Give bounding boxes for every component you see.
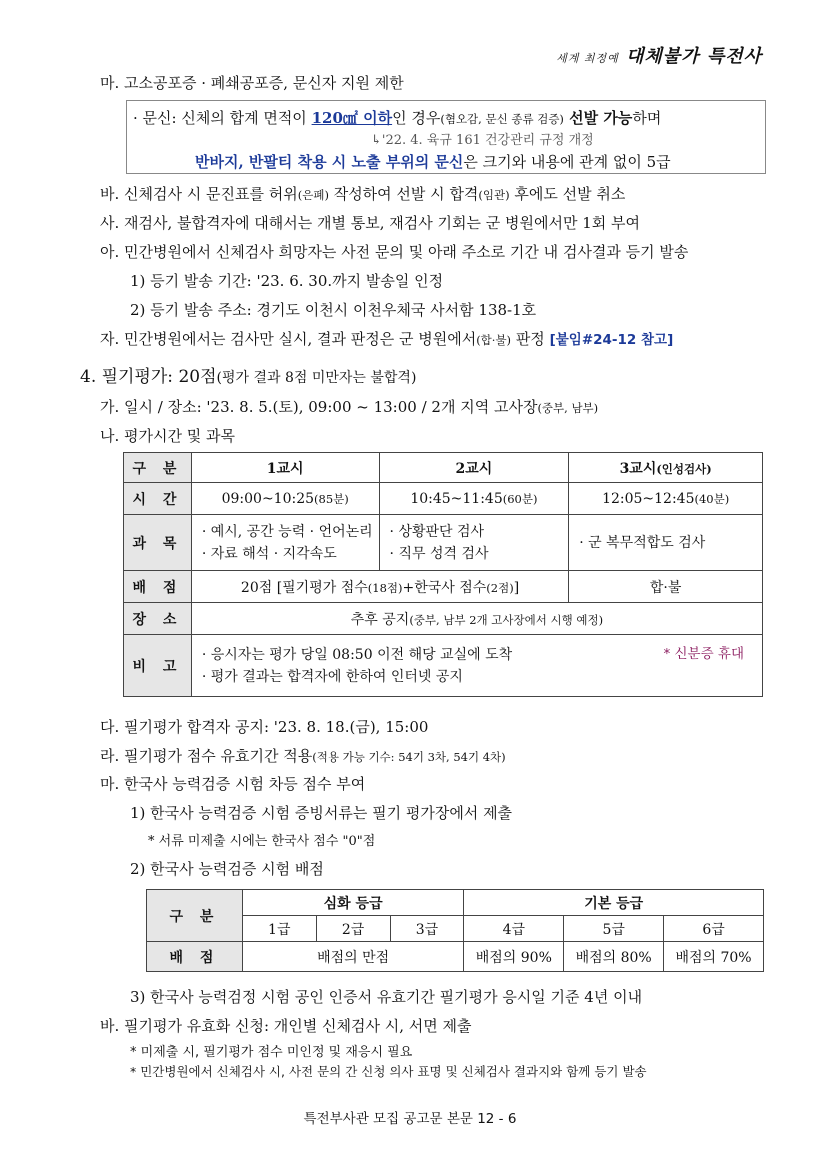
tattoo-note-box [126, 100, 766, 174]
t2-grade-3: 3급 [390, 916, 464, 942]
item-b2: * 민간병원에서 신체검사 시, 사전 문의 간 신청 의사 표명 및 신체검사 결과지와 함께 등기 발송 [130, 1064, 647, 1079]
item-na: 나. 평가시간 및 과목 [100, 427, 235, 445]
t2-grade-5: 5급 [564, 916, 664, 942]
t2-score-full: 배점의 만점 [242, 942, 464, 972]
t1-time-2: 10:45~11:45(60분) [379, 483, 569, 515]
item-ba: 바. 신체검사 시 문진표를 허위(은폐) 작성하여 선발 시 합격(임관) 후에도 선발 취소 [100, 185, 626, 203]
t2-header-advanced: 심화 등급 [242, 890, 464, 916]
t1-id-card-note: * 신분증 휴대 [663, 646, 744, 662]
t1-header-period3: 3교시(인성검사) [569, 453, 763, 483]
item-m1-note: * 서류 미제출 시에는 한국사 점수 "0"점 [148, 834, 376, 849]
item-m1: 1) 한국사 능력검증 시험 증빙서류는 필기 평가장에서 제출 [130, 804, 513, 822]
item-m2: 2) 한국사 능력검증 시험 배점 [130, 860, 324, 878]
t2-grade-6: 6급 [664, 916, 764, 942]
t1-remark: · 응시자는 평가 당일 08:50 이전 해당 교실에 도착 · 평가 결과는 합격자에 한하여 인터넷 공지 * 신분증 휴대 [191, 635, 762, 697]
page-footer: 특전부사관 모집 공고문 본문 12 - 6 [303, 1111, 517, 1127]
item-b1: * 미제출 시, 필기평가 점수 미인정 및 재응시 필요 [130, 1045, 413, 1060]
t2-score-5: 배점의 80% [564, 942, 664, 972]
item-a1: 1) 등기 발송 기간: '23. 6. 30.까지 발송일 인정 [130, 272, 444, 290]
t1-row-subject-label: 과 목 [124, 515, 192, 571]
t2-row-score-label: 배 점 [147, 942, 243, 972]
item-ra: 라. 필기평가 점수 유효기간 적용(적용 가능 기수: 54기 3차, 54기 4차) [100, 747, 506, 765]
item-sa: 사. 재검사, 불합격자에 대해서는 개별 통보, 재검사 기회는 군 병원에서만 1회 부여 [100, 214, 640, 232]
t1-score-passfail: 합·불 [569, 571, 763, 603]
t2-header-basic: 기본 등급 [464, 890, 764, 916]
t1-row-time-label: 시 간 [124, 483, 192, 515]
item-da: 다. 필기평가 합격자 공지: '23. 8. 18.(금), 15:00 [100, 718, 429, 736]
t2-score-6: 배점의 70% [664, 942, 764, 972]
exam-schedule-table [123, 452, 763, 697]
t1-header-label: 구 분 [124, 453, 192, 483]
item-ma2: 마. 한국사 능력검증 시험 차등 점수 부여 [100, 775, 366, 793]
note-line3: 반바지, 반팔티 착용 시 노출 부위의 문신은 크기와 내용에 관계 없이 5급 [195, 153, 671, 171]
t2-header-label: 구 분 [147, 890, 243, 942]
item-a2: 2) 등기 발송 주소: 경기도 이천시 이천우체국 사서함 138-1호 [130, 301, 537, 319]
item-m3: 3) 한국사 능력검정 시험 공인 인증서 유효기간 필기평가 응시일 기준 4년 이내 [130, 988, 643, 1006]
item-ba2: 바. 필기평가 유효화 신청: 개인별 신체검사 시, 서면 제출 [100, 1017, 472, 1035]
logo-line1: 세계 최정예 [556, 52, 619, 65]
t1-subject-3: · 군 복무적합도 검사 [569, 515, 763, 571]
item-ga: 가. 일시 / 장소: '23. 8. 5.(토), 09:00 ~ 13:00 / 2개 지역 고사장(중부, 남부) [100, 398, 599, 416]
t1-row-score-label: 배 점 [124, 571, 192, 603]
t1-subject-1: · 예시, 공간 능력 · 언어논리 · 자료 해석 · 지각속도 [191, 515, 379, 571]
section-4-title: 4. 필기평가: 20점(평가 결과 8점 미만자는 불합격) [80, 367, 417, 387]
t1-subject-2: · 상황판단 검사 · 직무 성격 검사 [379, 515, 569, 571]
t1-score-written: 20점 [필기평가 점수(18점)+한국사 점수(2점)] [191, 571, 568, 603]
t2-grade-4: 4급 [464, 916, 564, 942]
history-score-table [146, 889, 764, 972]
note-line2: ↳'22. 4. 육규 161 건강관리 규정 개정 [371, 133, 594, 148]
t1-header-period1: 1교시 [191, 453, 379, 483]
t1-place: 추후 공지(중부, 남부 2개 고사장에서 시행 예정) [191, 603, 762, 635]
t2-score-4: 배점의 90% [464, 942, 564, 972]
t2-grade-2: 2급 [316, 916, 390, 942]
t1-row-remark-label: 비 고 [124, 635, 192, 697]
logo-line2: 대체불가 특전사 [626, 46, 762, 67]
item-a: 아. 민간병원에서 신체검사 희망자는 사전 문의 및 아래 주소로 기간 내 검사결과 등기 발송 [100, 243, 689, 261]
logo [556, 42, 762, 68]
t1-time-3: 12:05~12:45(40분) [569, 483, 763, 515]
note-line1: · 문신: 신체의 합계 면적이 120㎠ 이하인 경우(혐오감, 문신 종류 검증) 선발 가능하며 [133, 109, 662, 127]
t1-row-place-label: 장 소 [124, 603, 192, 635]
t2-grade-1: 1급 [242, 916, 316, 942]
item-ja: 자. 민간병원에서는 검사만 실시, 결과 판정은 군 병원에서(합·불) 판정 [붙임#24-12 참고] [100, 330, 674, 348]
t1-header-period2: 2교시 [379, 453, 569, 483]
section-ma-title: 마. 고소공포증 · 폐쇄공포증, 문신자 지원 제한 [100, 74, 404, 92]
t1-time-1: 09:00~10:25(85분) [191, 483, 379, 515]
